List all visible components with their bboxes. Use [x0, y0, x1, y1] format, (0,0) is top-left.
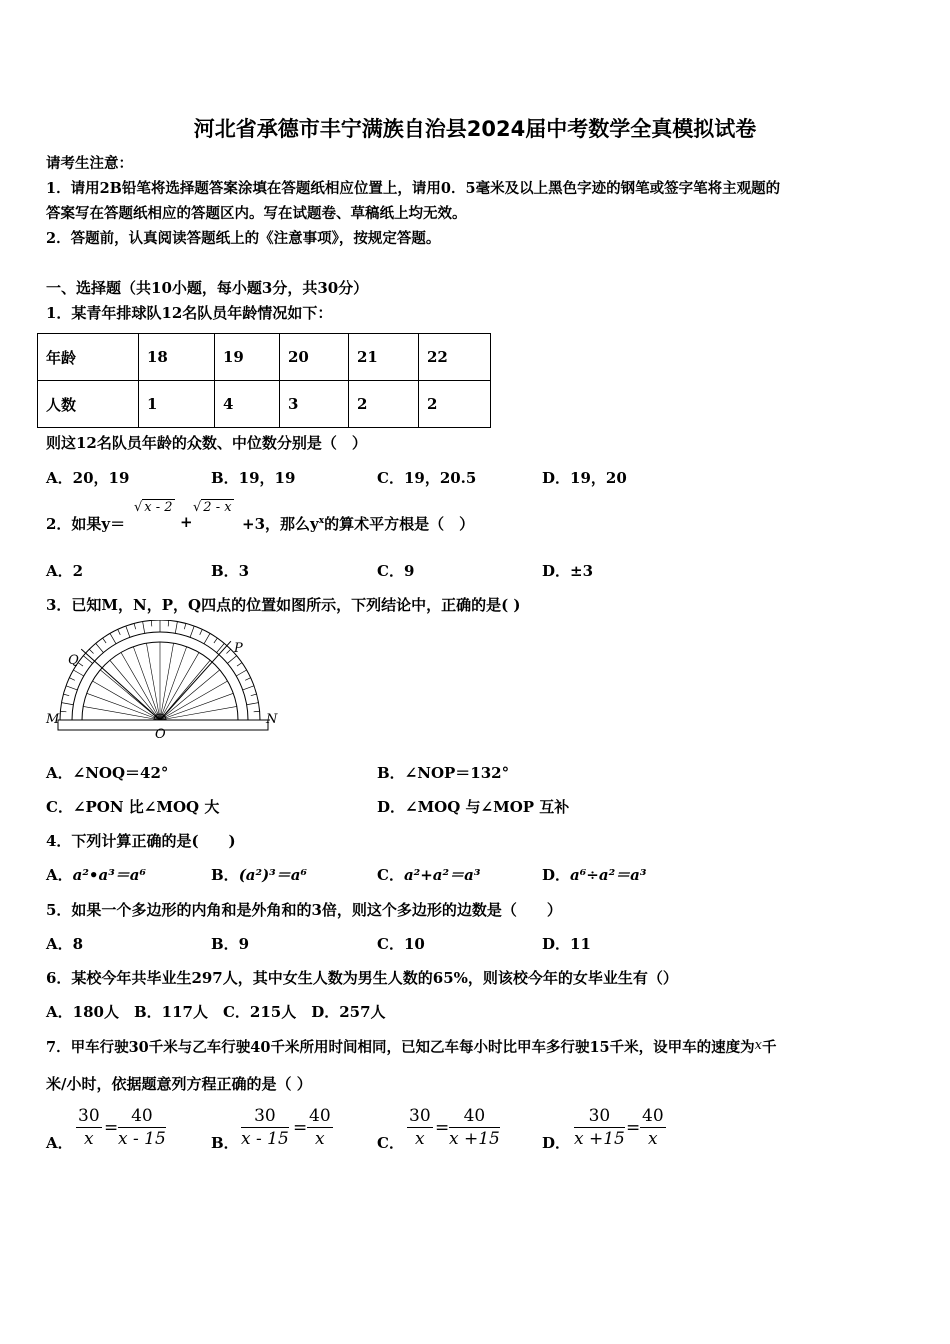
age-table [37, 333, 491, 428]
q2-option-b: B．3 [211, 562, 250, 580]
q4-option-a-label: A． [46, 866, 73, 884]
q1-option-c: C．19，20.5 [377, 469, 477, 487]
protractor-tick [226, 649, 230, 653]
table-cell: 22 [419, 334, 491, 381]
q1-question: 则这12名队员年龄的众数、中位数分别是（ ） [46, 434, 367, 452]
q1-stem: 1．某青年排球队12名队员年龄情况如下： [46, 304, 333, 322]
q7-b-fraction-1 [241, 1105, 289, 1150]
q7-b-num-2: 40 [309, 1106, 331, 1126]
q7-b-fraction-2 [307, 1105, 333, 1150]
protractor-tick [73, 670, 83, 676]
page-title: 河北省承德市丰宁满族自治县2024届中考数学全真模拟试卷 [193, 117, 757, 141]
label-m: M [46, 712, 60, 727]
q7-stem-b: 千 [761, 1039, 777, 1056]
q2-exponent: x [318, 516, 325, 526]
protractor-tick [103, 638, 106, 643]
q3-option-a: A．∠NOQ＝42° [46, 764, 169, 782]
q5-option-a: A．8 [46, 935, 84, 953]
protractor-tick [69, 678, 74, 681]
q1-option-b: B．19，19 [211, 469, 296, 487]
q7-option-a-label: A． [46, 1134, 73, 1152]
notice-line-1b: 答案写在答题纸相应的答题区内。写在试题卷、草稿纸上均无效。 [46, 205, 467, 222]
table-cell: 人数 [38, 381, 139, 428]
q2-option-a: A．2 [46, 562, 84, 580]
protractor-tick [134, 623, 136, 629]
q7-c-equals: = [435, 1118, 450, 1138]
q7-b-den-1: x - 15 [241, 1129, 289, 1149]
table-cell: 3 [280, 381, 349, 428]
protractor-tick [214, 638, 217, 643]
notice-line-2: 2．答题前，认真阅读答题纸上的《注意事项》，按规定答题。 [46, 230, 441, 247]
q7-d-den-1: x +15 [574, 1129, 625, 1149]
protractor-tick [151, 620, 152, 626]
label-o: O [155, 727, 166, 742]
protractor-figure [40, 620, 290, 742]
q2-stem-b-text: +3，那么y [242, 515, 319, 533]
table-cell: 20 [280, 334, 349, 381]
protractor-tick [66, 686, 77, 690]
q7-b-equals: = [293, 1118, 308, 1138]
q7-var: x [754, 1038, 762, 1053]
q3-option-c: C．∠PON 比∠MOQ 大 [46, 798, 220, 816]
q7-d-num-2: 40 [642, 1106, 664, 1126]
ray-oq [81, 649, 160, 720]
q4-option-d-expr: a⁶÷a²＝a³ [570, 866, 647, 884]
q7-stem-c: 米/小时，依据题意列方程正确的是（ ） [46, 1075, 312, 1093]
q7-c-den-2: x +15 [449, 1129, 500, 1149]
q7-a-den-2: x - 15 [118, 1129, 166, 1149]
q7-d-fraction-1 [574, 1105, 625, 1150]
protractor-tick [126, 626, 130, 637]
q4-stem: 4．下列计算正确的是( ) [46, 832, 236, 850]
q4-option-b-expr: (a²)³＝a⁶ [238, 866, 308, 884]
q7-option-b-label: B． [211, 1134, 239, 1152]
protractor-tick [83, 656, 92, 664]
table-cell: 18 [139, 334, 215, 381]
q7-a-equals: = [104, 1118, 119, 1138]
q5-option-c: C．10 [377, 935, 425, 953]
q4-option-c [377, 864, 480, 885]
table-cell: 1 [139, 381, 215, 428]
q3-option-b: B．∠NOP＝132° [377, 764, 510, 782]
q6-stem: 6．某校今年共毕业生297人，其中女生人数为男生人数的65%，则该校今年的女毕业生有（） [46, 969, 678, 987]
notice-line-1: 1．请用2B铅笔将选择题答案涂填在答题纸相应位置上，请用0．5毫米及以上黑色字迹的钢笔或签字笔将主观题的 [46, 180, 781, 197]
protractor-tick [251, 694, 257, 696]
q7-d-den-2: x [648, 1129, 658, 1149]
q7-b-den-2: x [315, 1129, 325, 1149]
protractor-tick [168, 620, 169, 626]
q3-option-d: D．∠MOQ 与∠MOP 互补 [377, 798, 570, 816]
protractor-tick [190, 626, 194, 637]
protractor-tick [110, 633, 116, 643]
q4-option-a [46, 864, 146, 885]
q2-stem-c: 的算术平方根是（ ） [324, 515, 475, 533]
q7-a-den-1: x [84, 1129, 94, 1149]
q7-option-c-label: C． [377, 1134, 404, 1152]
q6-options: A．180人 B．117人 C．215人 D．257人 [46, 1003, 386, 1021]
q4-option-c-expr: a²+a²＝a³ [403, 866, 481, 884]
q2-option-d: D．±3 [542, 562, 594, 580]
sqrt-expr-2: √ 2 - x [193, 500, 232, 515]
label-n: N [266, 712, 278, 727]
q7-b-num-1: 30 [241, 1105, 289, 1128]
protractor-tick [204, 633, 210, 643]
protractor-tick [96, 643, 104, 652]
protractor-tick [236, 670, 246, 676]
protractor-tick [227, 656, 236, 664]
q7-d-fraction-2 [640, 1105, 666, 1150]
sqrt-radicand-2: 2 - x [203, 500, 232, 515]
table-cell: 2 [349, 381, 419, 428]
q7-c-fraction-2 [449, 1105, 500, 1150]
q4-option-d-label: D． [542, 866, 571, 884]
q7-a-num-1: 30 [78, 1106, 100, 1126]
protractor-tick [200, 629, 203, 634]
q2-option-c: C．9 [377, 562, 415, 580]
q5-option-d: D．11 [542, 935, 591, 953]
table-cell: 年龄 [38, 334, 139, 381]
q7-d-equals: = [626, 1118, 641, 1138]
protractor-tick [254, 711, 260, 712]
ray-op [160, 641, 231, 720]
protractor-tick [184, 623, 186, 629]
protractor-tick [60, 711, 66, 712]
q7-c-num-2: 40 [449, 1105, 500, 1128]
q5-option-b: B．9 [211, 935, 250, 953]
table-row [38, 334, 491, 381]
protractor-tick [78, 663, 83, 666]
q7-c-num-1: 30 [409, 1106, 431, 1126]
q2-stem-b [242, 513, 474, 534]
q5-stem: 5．如果一个多边形的内角和是外角和的3倍，则这个多边形的边数是（ ） [46, 901, 562, 919]
q4-option-d [542, 864, 646, 885]
table-cell: 2 [419, 381, 491, 428]
protractor-tick [62, 703, 74, 705]
q7-a-fraction-1 [76, 1105, 102, 1150]
q2-plus: + [180, 513, 193, 531]
table-cell: 19 [215, 334, 280, 381]
q4-option-b [211, 864, 307, 885]
label-p: P [234, 641, 243, 656]
q7-stem-a [46, 1036, 776, 1057]
protractor-tick [243, 686, 254, 690]
protractor-tick [63, 694, 69, 696]
sqrt-expr-1: √ x - 2 [134, 500, 173, 515]
protractor-tick [217, 643, 225, 652]
section-heading: 一、选择题（共10小题，每小题3分，共30分） [46, 279, 369, 297]
q4-option-c-label: C． [377, 866, 404, 884]
protractor-tick [143, 622, 145, 634]
protractor-tick [237, 663, 242, 666]
protractor-tick [245, 678, 250, 681]
q7-a-fraction-2 [118, 1105, 166, 1150]
protractor-tick [247, 703, 259, 705]
notice-heading: 请考生注意： [46, 155, 133, 172]
table-cell: 21 [349, 334, 419, 381]
sqrt-radicand-1: x - 2 [144, 500, 173, 515]
table-row [38, 381, 491, 428]
protractor [58, 620, 270, 730]
q1-option-a: A．20，19 [46, 469, 130, 487]
q2-stem-a: 2．如果y＝ [46, 515, 126, 533]
q7-c-fraction-1 [407, 1105, 433, 1150]
q4-option-a-expr: a²•a³＝a⁶ [72, 866, 147, 884]
q1-option-d: D．19，20 [542, 469, 627, 487]
q3-stem: 3．已知M，N，P，Q四点的位置如图所示，下列结论中，正确的是( ) [46, 596, 521, 614]
q7-d-num-1: 30 [574, 1105, 625, 1128]
q7-option-d-label: D． [542, 1134, 571, 1152]
protractor-tick [89, 649, 93, 653]
q4-option-b-label: B． [211, 866, 239, 884]
label-q: Q [68, 653, 79, 668]
protractor-tick [118, 629, 121, 634]
table-cell: 4 [215, 381, 280, 428]
q7-a-num-2: 40 [118, 1105, 166, 1128]
q7-c-den-1: x [415, 1129, 425, 1149]
protractor-tick [175, 622, 177, 634]
q7-stem-a-text: 7．甲车行驶30千米与乙车行驶40千米所用时间相同，已知乙车每小时比甲车多行驶15千米，设甲车的速度为 [46, 1039, 755, 1056]
